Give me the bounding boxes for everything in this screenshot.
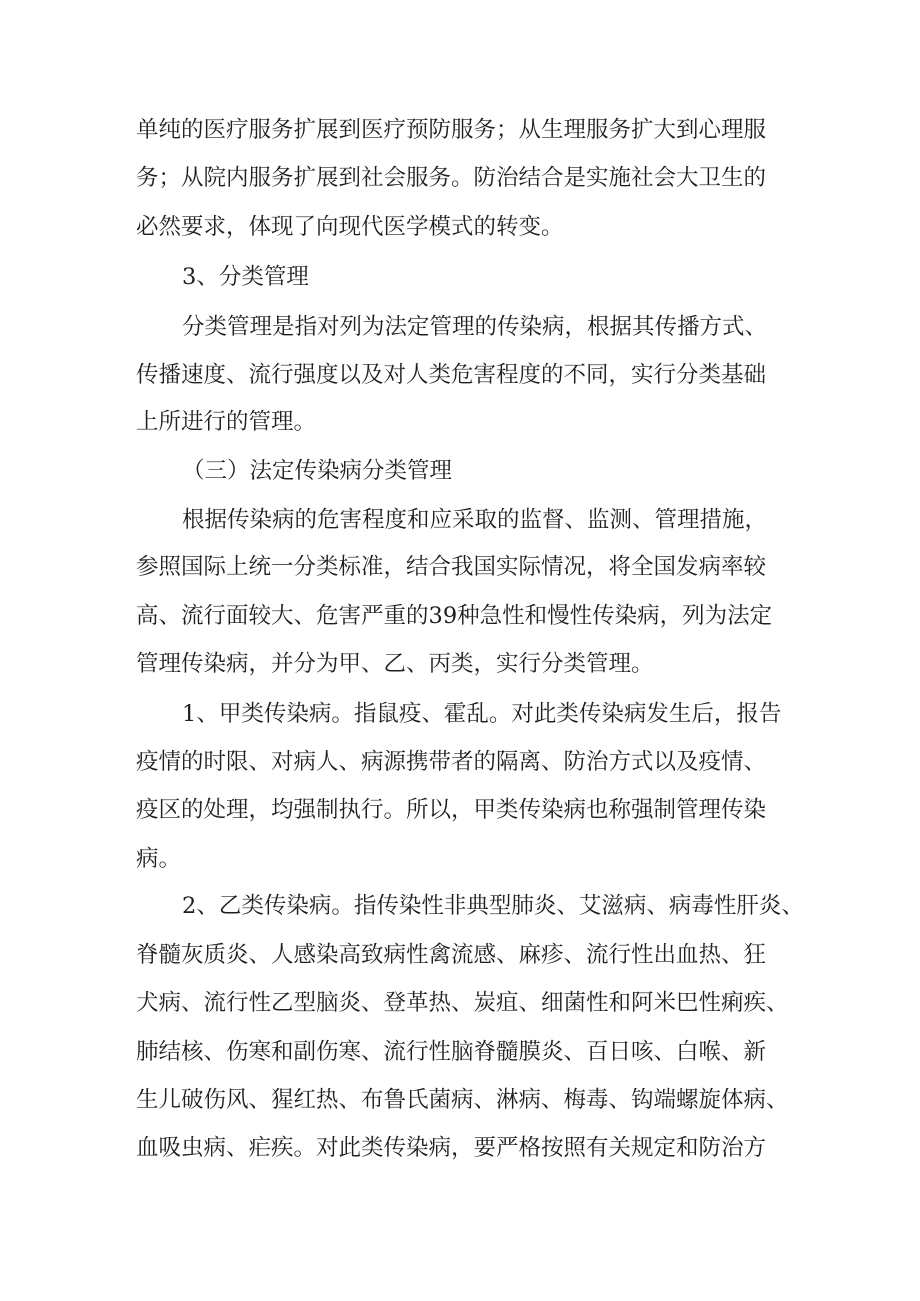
paragraph-line: 犬病、流行性乙型脑炎、登革热、炭疽、细菌性和阿米巴性痢疾、 bbox=[136, 990, 789, 1016]
paragraph-line: 血吸虫病、疟疾。对此类传染病，要严格按照有关规定和防治方 bbox=[136, 1135, 767, 1161]
paragraph-line: 高、流行面较大、危害严重的39种急性和慢性传染病，列为法定 bbox=[136, 603, 773, 629]
paragraph-line: 病。 bbox=[136, 846, 182, 872]
paragraph-line: 参照国际上统一分类标准，结合我国实际情况，将全国发病率较 bbox=[136, 554, 767, 580]
paragraph-line: 上所进行的管理。 bbox=[136, 409, 317, 435]
paragraph-line: 管理传染病，并分为甲、乙、丙类，实行分类管理。 bbox=[136, 651, 654, 677]
paragraph-line: 单纯的医疗服务扩展到医疗预防服务；从生理服务扩大到心理服 bbox=[136, 117, 767, 143]
section-heading: 3、分类管理 bbox=[182, 264, 309, 290]
subsection-heading: （三）法定传染病分类管理 bbox=[182, 458, 453, 484]
paragraph-line: 传播速度、流行强度以及对人类危害程度的不同，实行分类基础 bbox=[136, 362, 767, 388]
paragraph-line: 生儿破伤风、猩红热、布鲁氏菌病、淋病、梅毒、钩端螺旋体病、 bbox=[136, 1087, 789, 1113]
paragraph-line: 疫区的处理，均强制执行。所以，甲类传染病也称强制管理传染 bbox=[136, 797, 767, 823]
paragraph-line: 肺结核、伤寒和副伤寒、流行性脑脊髓膜炎、百日咳、白喉、新 bbox=[136, 1039, 767, 1065]
paragraph-line: 脊髓灰质炎、人感染高致病性禽流感、麻疹、流行性出血热、狂 bbox=[136, 942, 767, 968]
paragraph-line: 疫情的时限、对病人、病源携带者的隔离、防治方式以及疫情、 bbox=[136, 749, 767, 775]
paragraph-line: 2、乙类传染病。指传染性非典型肺炎、艾滋病、病毒性肝炎、 bbox=[182, 893, 804, 919]
paragraph-line: 分类管理是指对列为法定管理的传染病，根据其传播方式、 bbox=[182, 314, 768, 340]
paragraph-line: 必然要求，体现了向现代医学模式的转变。 bbox=[136, 214, 564, 240]
paragraph-line: 1、甲类传染病。指鼠疫、霍乱。对此类传染病发生后，报告 bbox=[182, 701, 782, 727]
paragraph-line: 务；从院内服务扩展到社会服务。防治结合是实施社会大卫生的 bbox=[136, 165, 767, 191]
paragraph-line: 根据传染病的危害程度和应采取的监督、监测、管理措施， bbox=[182, 507, 768, 533]
